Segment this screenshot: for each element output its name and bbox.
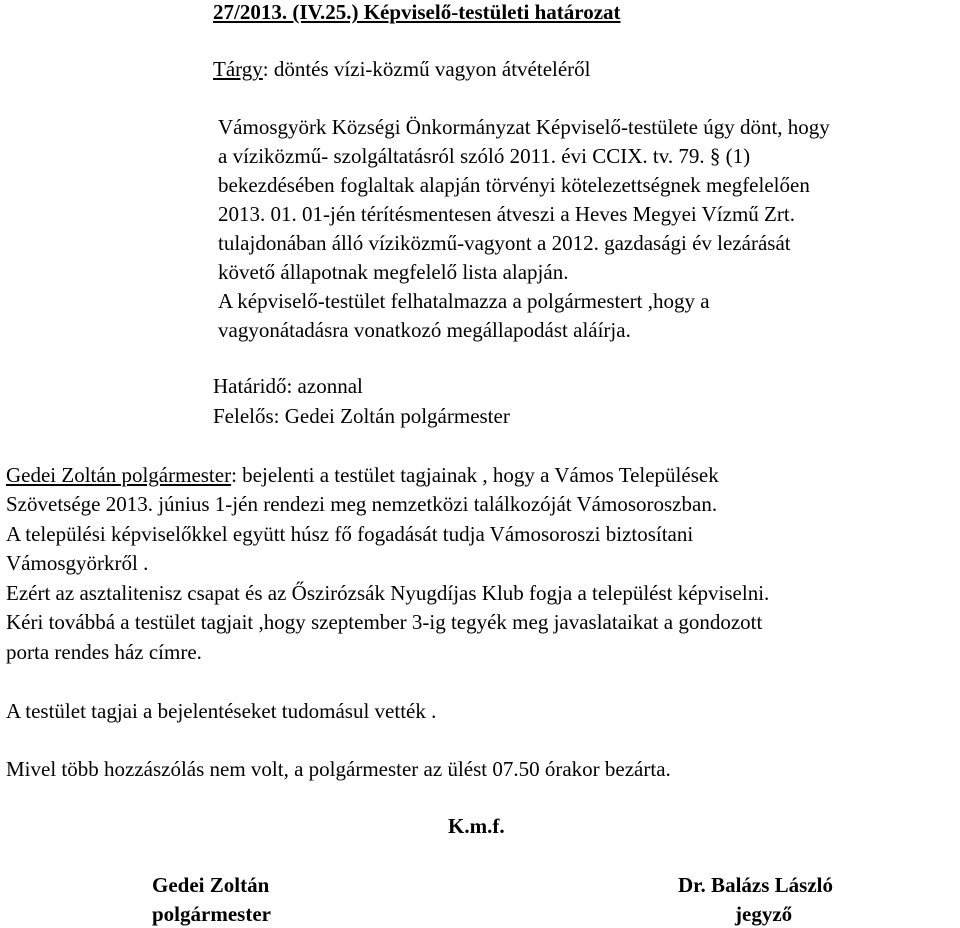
announcement-line: Kéri továbbá a testület tagjait ,hogy szeptember 3-ig tegyék meg javaslataikat a gondozott bbox=[6, 610, 763, 634]
announcement-line: porta rendes ház címre. bbox=[6, 640, 202, 664]
subject-text: : döntés vízi-közmű vagyon átvételéről bbox=[262, 57, 591, 81]
subject-label: Tárgy bbox=[213, 57, 263, 81]
announcement-first-line bbox=[6, 465, 719, 486]
acknowledgement: A testület tagjai a bejelentéseket tudomásul vették . bbox=[6, 699, 437, 723]
announcement-line: Szövetsége 2013. június 1-jén rendezi meg nemzetközi találkozóját Vámosoroszban. bbox=[6, 492, 718, 516]
announcement-line: A települési képviselőkkel együtt húsz fő fogadását tudja Vámosoroszi biztosítani bbox=[6, 522, 694, 546]
resolution-heading: 27/2013. (IV.25.) Képviselő-testületi határozat bbox=[213, 0, 621, 24]
signature-right-title: jegyző bbox=[735, 902, 793, 926]
signature-left-title: polgármester bbox=[152, 902, 271, 926]
resolution-line: a víziközmű- szolgáltatásról szóló 2011. évi CCIX. tv. 79. § (1) bbox=[218, 144, 751, 168]
closing-statement: Mivel több hozzászólás nem volt, a polgármester az ülést 07.50 órakor bezárta. bbox=[6, 757, 671, 781]
announcement-line: : bejelenti a testület tagjainak , hogy a Vámos Települések bbox=[231, 463, 719, 487]
announcement-line: Ezért az asztalitenisz csapat és az Őszirózsák Nyugdíjas Klub fogja a települést képviselni. bbox=[6, 581, 770, 605]
signature-right-name: Dr. Balázs László bbox=[678, 873, 833, 897]
speaker-name: Gedei Zoltán polgármester bbox=[6, 463, 232, 487]
resolution-line: 2013. 01. 01-jén térítésmentesen átveszi a Heves Megyei Vízmű Zrt. bbox=[218, 202, 795, 226]
deadline: Határidő: azonnal bbox=[213, 374, 363, 398]
resolution-line: Vámosgyörk Községi Önkormányzat Képviselő-testülete úgy dönt, hogy bbox=[218, 115, 830, 139]
announcement-line: Vámosgyörkről . bbox=[6, 551, 149, 575]
resolution-line: tulajdonában álló víziközmű-vagyont a 2012. gazdasági év lezárását bbox=[218, 231, 791, 255]
signature-left-name: Gedei Zoltán bbox=[152, 873, 270, 897]
responsible: Felelős: Gedei Zoltán polgármester bbox=[213, 404, 510, 428]
resolution-line: követő állapotnak megfelelő lista alapján. bbox=[218, 260, 569, 284]
subject-line bbox=[213, 59, 591, 80]
kmf-label: K.m.f. bbox=[448, 814, 505, 838]
resolution-line: bekezdésében foglaltak alapján törvényi kötelezettségnek megfelelően bbox=[218, 173, 810, 197]
resolution-line: vagyonátadásra vonatkozó megállapodást aláírja. bbox=[218, 318, 631, 342]
resolution-line: A képviselő-testület felhatalmazza a polgármestert ,hogy a bbox=[218, 289, 710, 313]
